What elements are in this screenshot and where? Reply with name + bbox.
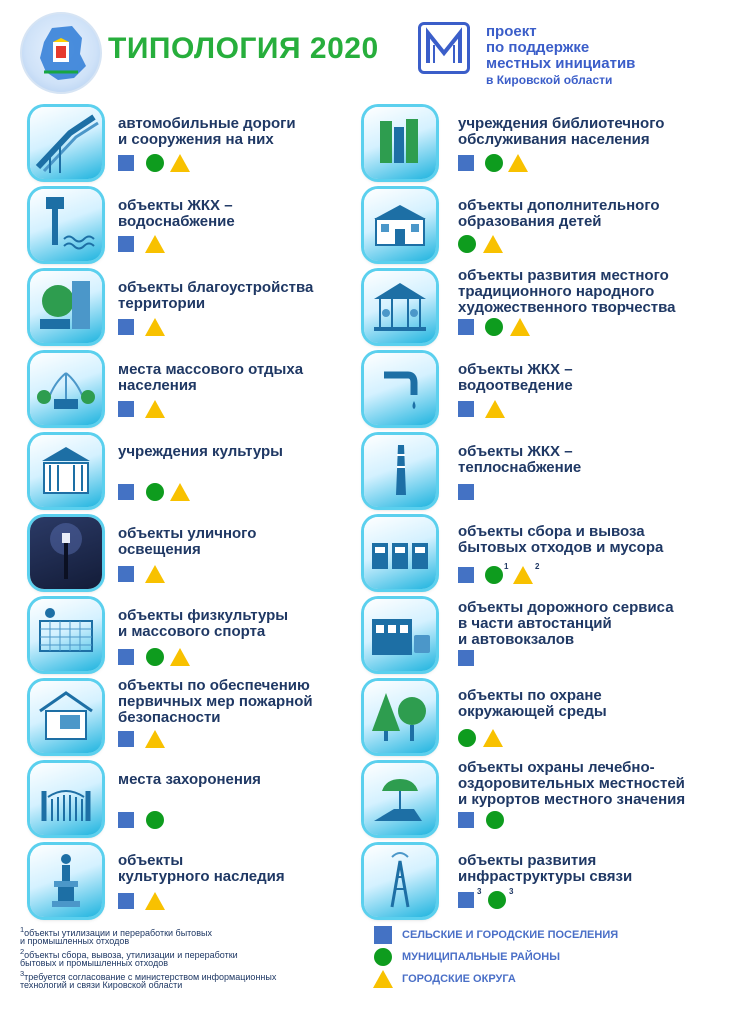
square-marker	[118, 401, 134, 417]
project-logo	[418, 22, 470, 74]
page-title: ТИПОЛОГИЯ 2020	[108, 32, 379, 65]
label-lighting-2: освещения	[118, 541, 201, 558]
label-recreation-2: населения	[118, 377, 197, 394]
square-marker	[118, 484, 134, 500]
tile-water-supply	[30, 189, 102, 261]
label-waste-2: бытовых отходов и мусора	[458, 539, 664, 556]
tile-folk-art	[364, 271, 436, 343]
tile-waste	[364, 517, 436, 589]
triangle-marker	[145, 730, 165, 748]
square-marker	[118, 566, 134, 582]
bus-station-icon	[364, 599, 436, 671]
triangle-marker	[145, 400, 165, 418]
label-communications-2: инфраструктуры связи	[458, 868, 633, 885]
tile-bus-station	[364, 599, 436, 671]
label-water-supply-1: объекты ЖКХ –	[118, 197, 233, 214]
square-marker	[458, 812, 474, 828]
water-tower-icon	[30, 189, 102, 261]
circle-marker	[485, 154, 503, 172]
triangle-marker	[508, 154, 528, 172]
project-m-icon	[421, 25, 467, 71]
label-environment-2: окружающей среды	[458, 703, 607, 720]
footnote-3: $^3$требуется согласование с министерством информационных	[20, 969, 277, 982]
square-marker	[458, 319, 474, 335]
circle-marker	[488, 891, 506, 909]
triangle-marker	[483, 235, 503, 253]
tile-resort	[364, 763, 436, 835]
circle-marker	[146, 811, 164, 829]
triangle-marker	[170, 154, 190, 172]
resort-icon	[364, 763, 436, 835]
footnote-1: $^1$объекты утилизации и переработки бытовых	[20, 925, 212, 938]
square-marker	[458, 650, 474, 666]
cemetery-gate-icon	[30, 763, 102, 835]
legend-circle-marker	[374, 948, 392, 966]
label-library-1: учреждения библиотечного	[458, 115, 665, 132]
tile-culture	[30, 435, 102, 507]
label-heating-2: теплоснабжение	[458, 459, 582, 476]
label-fire-3: безопасности	[118, 709, 221, 726]
label-landscaping-1: объекты благоустройства	[118, 279, 314, 296]
label-culture-1: учреждения культуры	[118, 443, 283, 460]
footnote-ref-1: 1	[504, 562, 509, 571]
label-environment-1: объекты по охране	[458, 687, 602, 704]
circle-marker	[458, 235, 476, 253]
label-drainage-2: водоотведение	[458, 377, 573, 394]
label-heritage-1: объекты	[118, 852, 184, 869]
square-marker	[118, 319, 134, 335]
square-marker	[458, 401, 474, 417]
label-waste-1: объекты сбора и вывоза	[458, 523, 645, 540]
label-sports-2: и массового спорта	[118, 623, 266, 640]
circle-marker	[146, 154, 164, 172]
label-sports-1: объекты физкультуры	[118, 607, 289, 624]
fountain-icon	[30, 353, 102, 425]
label-fire-2: первичных мер пожарной	[118, 693, 313, 710]
culture-building-icon	[30, 435, 102, 507]
project-line-2: по поддержке	[486, 39, 590, 56]
kirov-emblem-icon	[22, 14, 100, 92]
school-icon	[364, 189, 436, 261]
sports-net-icon	[30, 599, 102, 671]
circle-marker	[146, 648, 164, 666]
legend-triangle-marker	[373, 970, 393, 988]
label-water-supply-2: водоснабжение	[118, 213, 235, 230]
waste-bins-icon	[364, 517, 436, 589]
square-marker	[458, 155, 474, 171]
label-resort-2: оздоровительных местностей	[458, 775, 685, 792]
label-heritage-2: культурного наследия	[118, 868, 285, 885]
tile-cemetery	[30, 763, 102, 835]
triangle-marker	[170, 648, 190, 666]
square-marker	[118, 236, 134, 252]
tile-landscaping	[30, 271, 102, 343]
triangle-marker	[145, 318, 165, 336]
tile-roads	[30, 107, 102, 179]
library-icon	[364, 107, 436, 179]
footnote-ref-3: 3	[477, 887, 482, 896]
circle-marker	[486, 811, 504, 829]
label-drainage-1: объекты ЖКХ –	[458, 361, 573, 378]
label-education-1: объекты дополнительного	[458, 197, 660, 214]
landscaping-icon	[30, 271, 102, 343]
tile-sports	[30, 599, 102, 671]
road-icon	[30, 107, 102, 179]
label-heating-1: объекты ЖКХ –	[458, 443, 573, 460]
circle-marker	[458, 729, 476, 747]
footnote-2-cont: бытовых и промышленных отходов	[20, 958, 169, 968]
square-marker	[458, 484, 474, 500]
square-marker	[118, 731, 134, 747]
label-folk-art-2: традиционного народного	[458, 283, 655, 300]
label-recreation-1: места массового отдыха	[118, 361, 304, 378]
project-line-3: местных инициатив	[486, 55, 636, 72]
label-resort-1: объекты охраны лечебно-	[458, 759, 655, 776]
circle-marker	[485, 318, 503, 336]
fire-shield-icon	[30, 681, 102, 753]
footnote-ref-2: 2	[535, 562, 540, 571]
footnote-3-cont: технологий и связи Кировской области	[20, 980, 183, 990]
tile-communications	[364, 845, 436, 917]
label-education-2: образования детей	[458, 213, 602, 230]
region-emblem	[20, 12, 102, 94]
tile-education	[364, 189, 436, 261]
square-marker	[458, 567, 474, 583]
footnote-ref-3b: 3	[509, 887, 514, 896]
chimney-icon	[364, 435, 436, 507]
label-roads-2: и сооружения на них	[118, 131, 274, 148]
triangle-marker	[510, 318, 530, 336]
project-line-4: в Кировской области	[486, 73, 613, 87]
radio-tower-icon	[364, 845, 436, 917]
tile-fire-safety	[30, 681, 102, 753]
tile-environment	[364, 681, 436, 753]
label-fire-1: объекты по обеспечению	[118, 677, 310, 694]
triangle-marker	[145, 892, 165, 910]
circle-marker	[485, 566, 503, 584]
tile-recreation	[30, 353, 102, 425]
label-cemetery-1: места захоронения	[118, 771, 261, 788]
square-marker	[458, 892, 474, 908]
drain-icon	[364, 353, 436, 425]
label-resort-3: и курортов местного значения	[458, 791, 686, 808]
triangle-marker	[485, 400, 505, 418]
triangle-marker	[483, 729, 503, 747]
carousel-icon	[364, 271, 436, 343]
square-marker	[118, 155, 134, 171]
monument-icon	[30, 845, 102, 917]
label-roads-1: автомобильные дороги	[118, 115, 296, 132]
square-marker	[118, 812, 134, 828]
project-line-1: проект	[486, 23, 537, 40]
street-lamp-icon	[30, 517, 102, 589]
legend-settlements: СЕЛЬСКИЕ И ГОРОДСКИЕ ПОСЕЛЕНИЯ	[402, 929, 619, 941]
label-bus-station-1: объекты дорожного сервиса	[458, 599, 674, 616]
legend-urban-districts: ГОРОДСКИЕ ОКРУГА	[402, 973, 516, 985]
square-marker	[118, 893, 134, 909]
triangle-marker	[170, 483, 190, 501]
footnote-2: $^2$объекты сбора, вывоза, утилизации и переработки	[20, 947, 238, 960]
label-library-2: обслуживания населения	[458, 131, 650, 148]
tile-heating	[364, 435, 436, 507]
triangle-marker	[145, 565, 165, 583]
footnote-1-cont: и промышленных отходов	[20, 936, 130, 946]
triangle-marker	[513, 566, 533, 584]
label-folk-art-1: объекты развития местного	[458, 267, 669, 284]
label-folk-art-3: художественного творчества	[458, 299, 676, 316]
legend-districts: МУНИЦИПАЛЬНЫЕ РАЙОНЫ	[402, 951, 561, 963]
label-landscaping-2: территории	[118, 295, 206, 312]
triangle-marker	[145, 235, 165, 253]
label-bus-station-2: в части автостанций	[458, 615, 612, 632]
circle-marker	[146, 483, 164, 501]
label-lighting-1: объекты уличного	[118, 525, 257, 542]
label-communications-1: объекты развития	[458, 852, 597, 869]
square-marker	[118, 649, 134, 665]
tile-drainage	[364, 353, 436, 425]
legend-square-marker	[374, 926, 392, 944]
tile-heritage	[30, 845, 102, 917]
label-bus-station-3: и автовокзалов	[458, 631, 575, 648]
trees-icon	[364, 681, 436, 753]
tile-library	[364, 107, 436, 179]
tile-lighting	[30, 517, 102, 589]
